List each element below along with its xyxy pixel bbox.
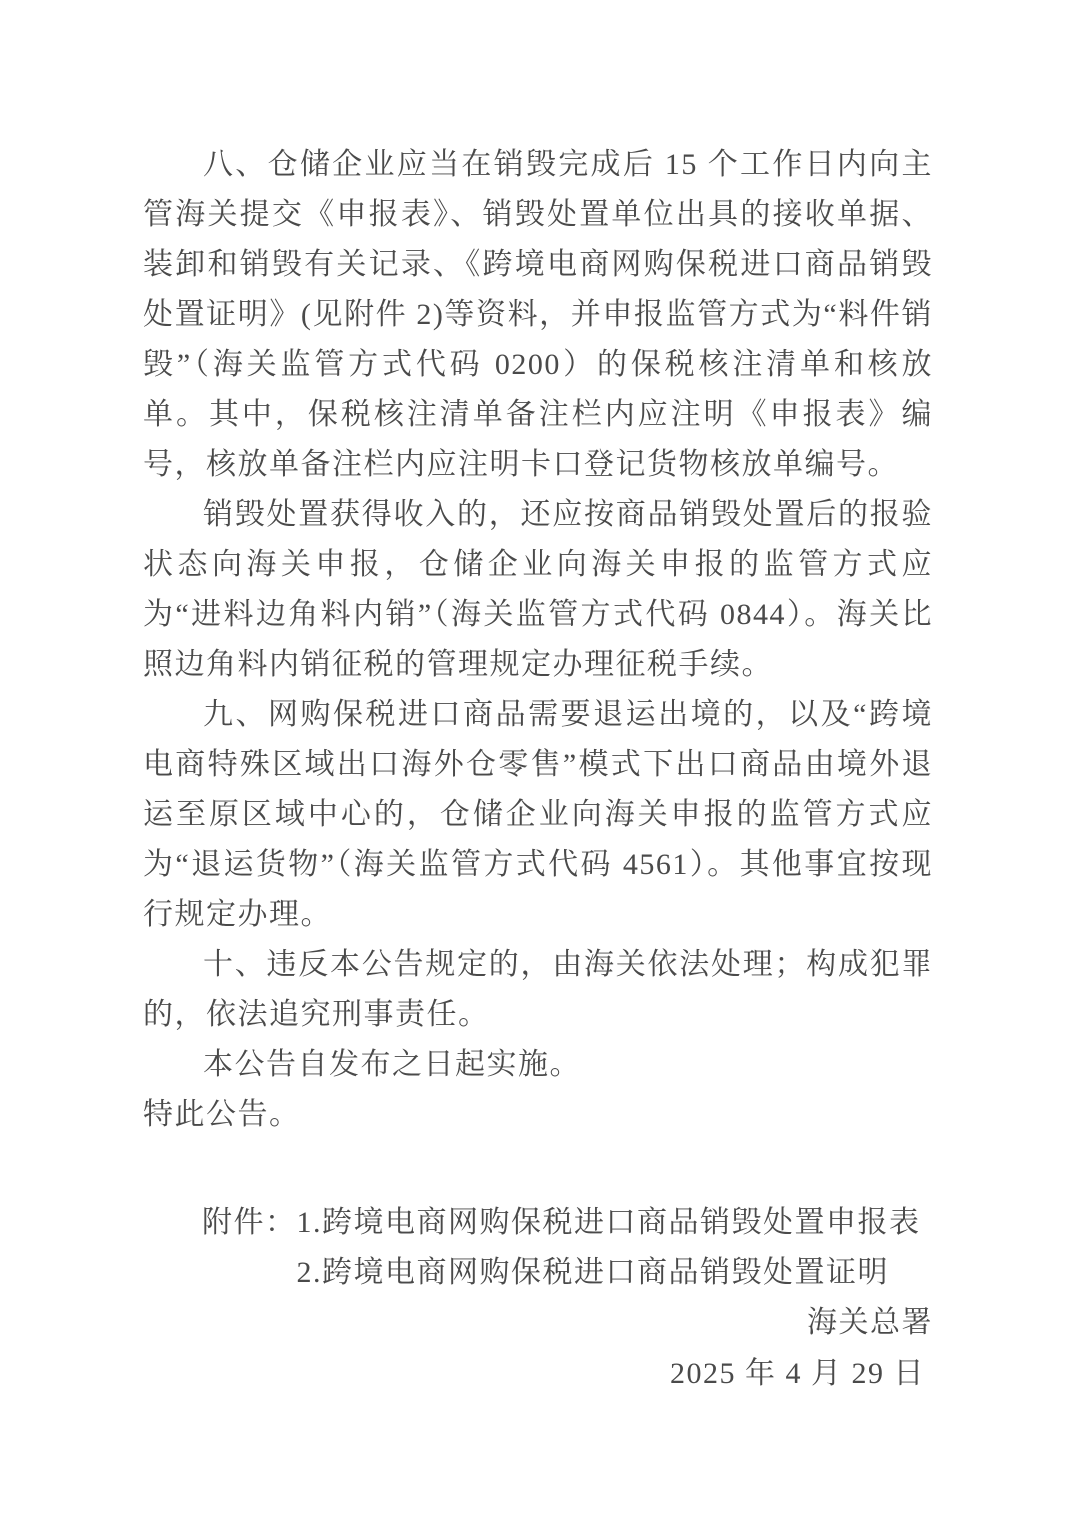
announcement-body bbox=[143, 140, 933, 1400]
paragraph-disposal-income: 销毁处置获得收入的，还应按商品销毁处置后的报验状态向海关申报，仓储企业向海关申报的监管方式应为“进料边角料内销”（海关监管方式代码 0844）。海关比照边角料内销征税的管理规定办理征税手续。 bbox=[143, 498, 933, 681]
attachments-label: 附件： bbox=[202, 1206, 297, 1239]
attachment-row-2 bbox=[202, 1248, 933, 1298]
attachment-item-1: 1.跨境电商网购保税进口商品销毁处置申报表 bbox=[296, 1206, 921, 1239]
issuing-authority: 海关总署 bbox=[807, 1306, 933, 1339]
paragraph-effective-date: 本公告自发布之日起实施。 bbox=[203, 1048, 581, 1081]
attachments-block bbox=[202, 1198, 933, 1298]
paragraph-article-9: 九、网购保税进口商品需要退运出境的，以及“跨境电商特殊区域出口海外仓零售”模式下出口商品由境外退运至原区域中心的，仓储企业向海关申报的监管方式应为“退运货物”（海关监管方式代码 4561）。其他事宜按现行规定办理。 bbox=[143, 698, 933, 931]
issue-date: 2025 年 4 月 29 日 bbox=[670, 1357, 925, 1390]
paragraph-article-10: 十、违反本公告规定的，由海关依法处理；构成犯罪的，依法追究刑事责任。 bbox=[143, 948, 933, 1031]
attachment-row-1 bbox=[202, 1198, 933, 1248]
paragraph-article-8: 八、仓储企业应当在销毁完成后 15 个工作日内向主管海关提交《申报表》、销毁处置单位出具的接收单据、装卸和销毁有关记录、《跨境电商网购保税进口商品销毁处置证明》(见附件 2)等资料，并申报监管方式为“料件销毁”（海关监管方式代码 0200）的保税核注清单和核放单。其中，保税核注清单备注栏内应注明《申报表》编号，核放单备注栏内应注明卡口登记货物核放单编号。 bbox=[143, 148, 933, 481]
signature-block bbox=[143, 1298, 933, 1400]
paragraph-hereby-announced: 特此公告。 bbox=[143, 1098, 301, 1131]
attachment-item-2: 2.跨境电商网购保税进口商品销毁处置证明 bbox=[296, 1256, 889, 1289]
